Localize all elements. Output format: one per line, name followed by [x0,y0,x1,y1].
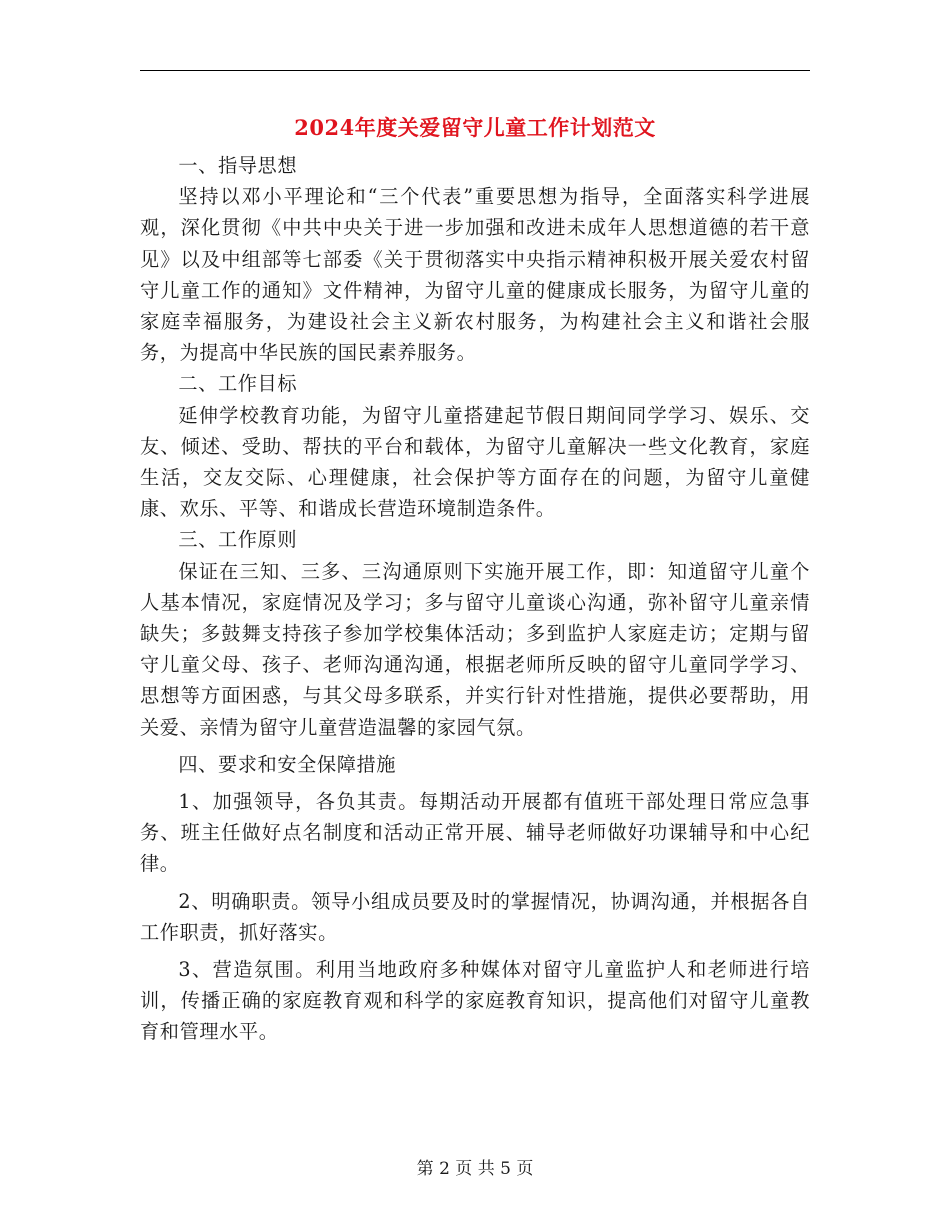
list-item-atmosphere: 3、营造氛围。利用当地政府多种媒体对留守儿童监护人和老师进行培训，传播正确的家庭教育观和科学的家庭教育知识，提高他们对留守儿童教育和管理水平。 [140,958,810,1044]
list-item-leadership: 1、加强领导，各负其责。每期活动开展都有值班干部处理日常应急事务、班主任做好点名制度和活动正常开展、辅导老师做好功课辅导和中心纪律。 [140,790,810,876]
section-heading-guiding-ideology: 一、指导思想 [178,154,298,177]
header-rule [140,70,810,71]
list-item-responsibilities: 2、明确职责。领导小组成员要及时的掌握情况，协调沟通，并根据各自工作职责，抓好落实。 [140,889,810,944]
section-heading-requirements: 四、要求和安全保障措施 [178,752,397,776]
paragraph-guiding-ideology: 坚持以邓小平理论和“三个代表”重要思想为指导，全面落实科学进展观，深化贯彻《中共中央关于进一步加强和改进未成年人思想道德的若干意见》以及中组部等七部委《关于贯彻落实中央指示精神积极开展关爱农村留守儿童工作的通知》文件精神，为留守儿童的健康成长服务，为留守儿童的家庭幸福服务，为建设社会主义新农村服务，为构建社会主义和谐社会服务，为提高中华民族的国民素养服务。 [140,185,810,365]
document-body [140,150,810,1054]
document-title: 2024年度关爱留守儿童工作计划范文 [294,115,656,140]
page-number-footer: 第 2 页 共 5 页 [416,1159,534,1179]
paragraph-work-principles: 保证在三知、三多、三沟通原则下实施开展工作，即：知道留守儿童个人基本情况，家庭情况及学习；多与留守儿童谈心沟通，弥补留守儿童亲情缺失；多鼓舞支持孩子参加学校集体活动；多到监护人家庭走访；定期与留守儿童父母、孩子、老师沟通沟通，根据老师所反映的留守儿童同学学习、思想等方面困惑，与其父母多联系，并实行针对性措施，提供必要帮助，用关爱、亲情为留守儿童营造温馨的家园气氛。 [140,559,810,739]
section-heading-work-goals: 二、工作目标 [178,372,298,396]
paragraph-work-goals: 延伸学校教育功能，为留守儿童搭建起节假日期间同学学习、娱乐、交友、倾述、受助、帮扶的平台和载体，为留守儿童解决一些文化教育，家庭生活，交友交际、心理健康，社会保护等方面存在的问题，为留守儿童健康、欢乐、平等、和谐成长营造环境制造条件。 [140,403,810,521]
section-heading-work-principles: 三、工作原则 [178,528,298,552]
